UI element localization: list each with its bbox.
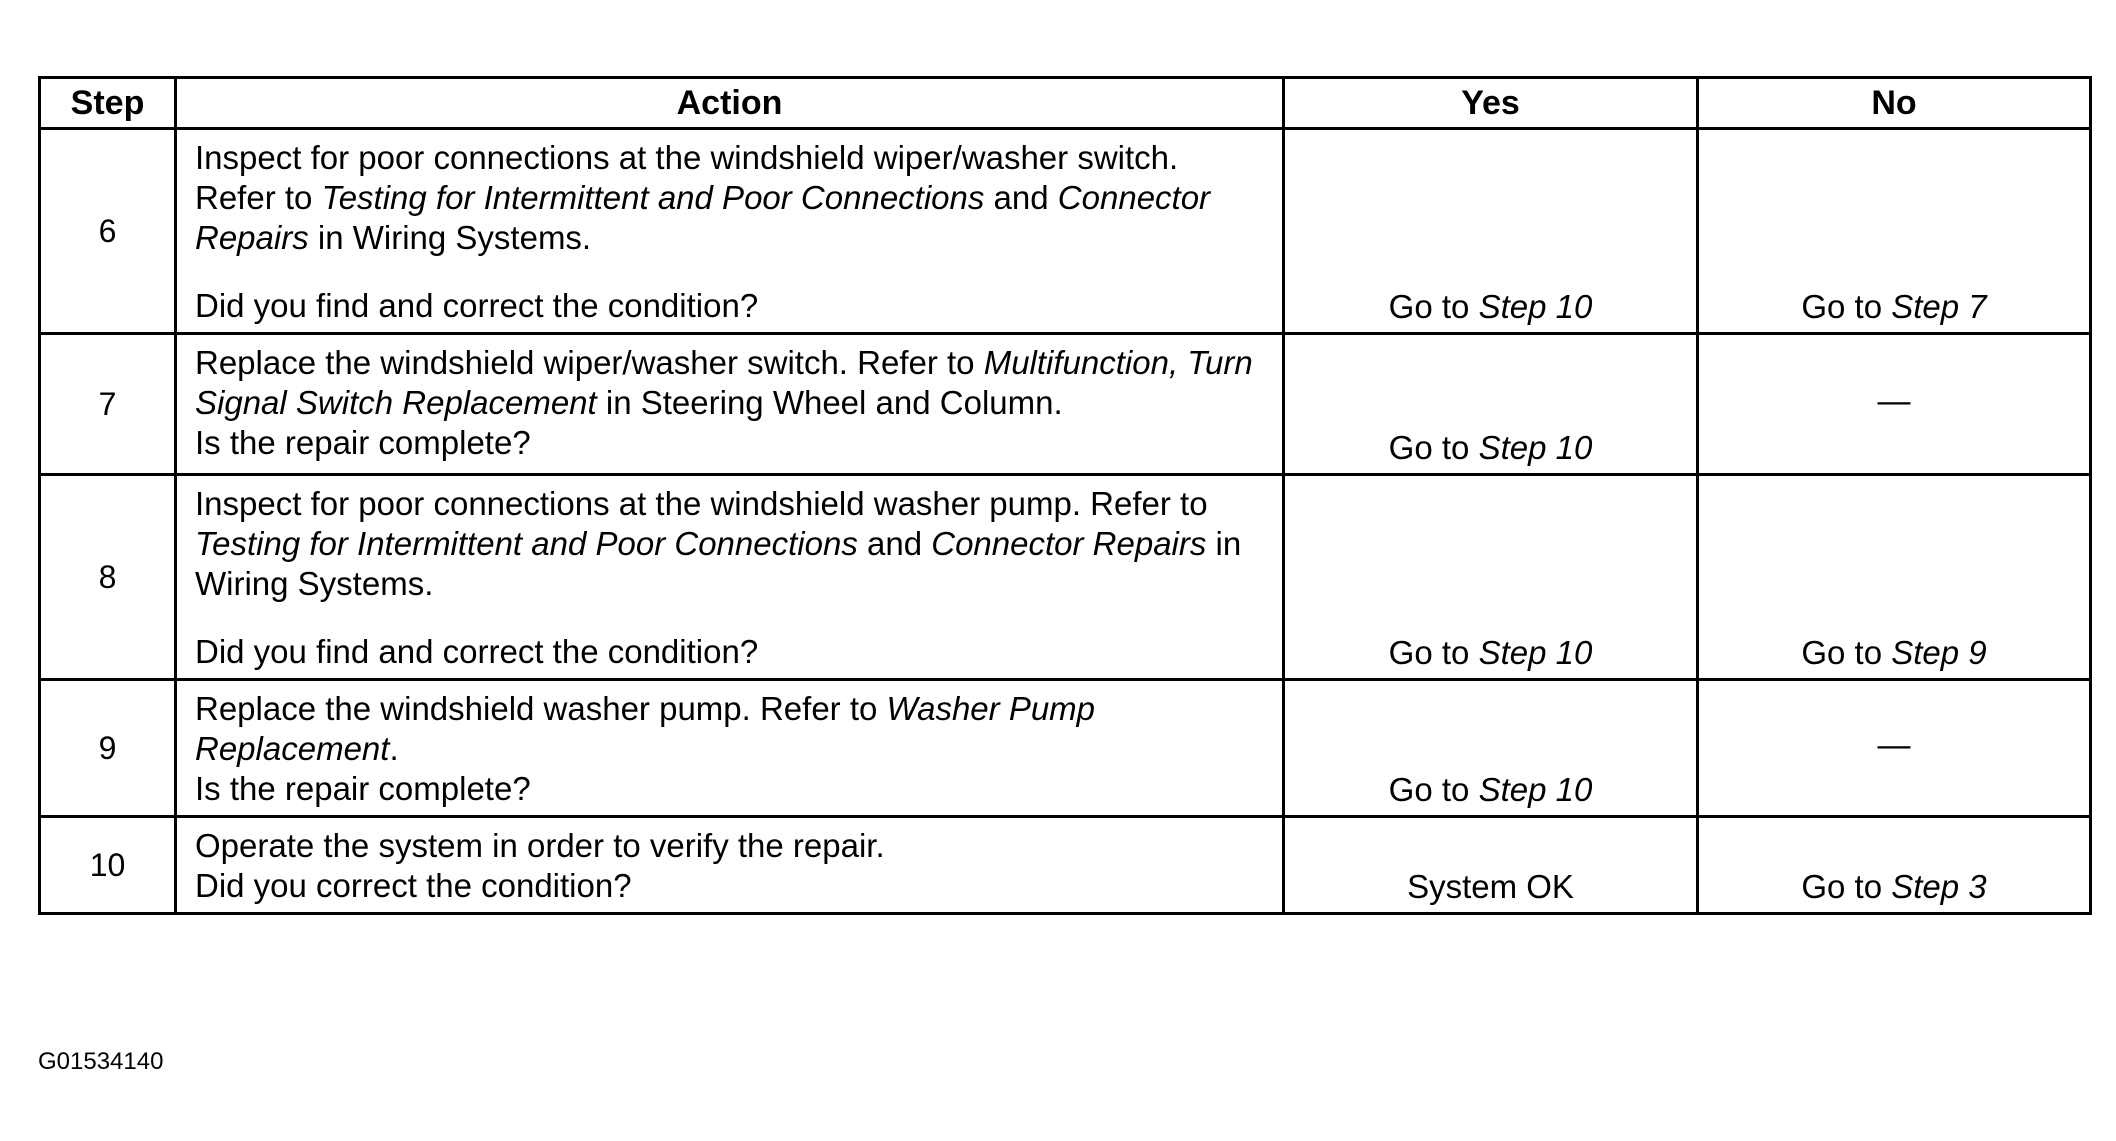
action-cell [176,334,1284,475]
action-text-segment: in Wiring Systems. [308,219,592,256]
no-cell [1698,129,2091,334]
yes-cell [1284,817,1698,914]
no-result-text: Go to [1801,868,1892,905]
step-number: 6 [40,129,176,334]
action-reference: Connector Repairs [931,525,1207,562]
header-step: Step [40,78,176,129]
action-text [195,689,1264,769]
yes-result-text: Go to [1388,288,1479,325]
no-result-text: Go to [1801,634,1892,671]
action-text-segment: and [857,525,932,562]
yes-cell [1284,680,1698,817]
no-step-reference: Step 9 [1891,634,1987,671]
table-row [40,680,2091,817]
header-yes: Yes [1284,78,1698,129]
action-question: Did you correct the condition? [195,867,632,904]
no-dash: — [1877,382,1911,419]
action-reference: Connector Repairs [195,179,1211,256]
action-reference: Washer Pump Replacement [195,690,1096,767]
action-text-segment: Inspect for poor connections at the windshield wiper/washer switch. Refer to [195,139,1179,216]
action-question: Did you find and correct the condition? [195,287,759,324]
yes-result-text: Go to [1388,771,1479,808]
no-cell [1698,817,2091,914]
action-question: Is the repair complete? [195,424,531,461]
action-text [195,343,1264,423]
action-cell [176,817,1284,914]
action-text-segment: Replace the windshield washer pump. Refer to [195,690,887,727]
table-row [40,817,2091,914]
yes-step-reference: Step 10 [1478,429,1593,466]
action-text [195,138,1264,258]
no-cell [1698,475,2091,680]
action-text [195,826,1264,866]
document-id: G01534140 [38,1048,164,1075]
step-number: 9 [40,680,176,817]
action-cell [176,680,1284,817]
no-result-text: Go to [1801,288,1892,325]
yes-step-reference: Step 10 [1478,288,1593,325]
action-reference: Testing for Intermittent and Poor Connections [195,525,858,562]
action-text-segment: in Wiring Systems. [195,525,1242,602]
diagnostic-steps-table [38,76,2092,915]
table-row [40,129,2091,334]
action-text-segment: in Steering Wheel and Column. [596,384,1063,421]
action-text-segment: Operate the system in order to verify the repair. [195,827,885,864]
yes-step-reference: Step 10 [1478,771,1593,808]
yes-result-text: System OK [1407,868,1574,905]
action-reference: Multifunction, Turn Signal Switch Replacement [195,344,1253,421]
yes-cell [1284,475,1698,680]
step-number: 7 [40,334,176,475]
action-question: Did you find and correct the condition? [195,633,759,670]
step-number: 8 [40,475,176,680]
action-reference: Testing for Intermittent and Poor Connections [321,179,985,216]
diagnostic-table-container [38,76,2089,915]
table-row [40,334,2091,475]
action-question: Is the repair complete? [195,770,531,807]
yes-cell [1284,129,1698,334]
header-action: Action [176,78,1284,129]
no-step-reference: Step 7 [1891,288,1987,325]
action-cell [176,475,1284,680]
no-step-reference: Step 3 [1891,868,1987,905]
table-row [40,475,2091,680]
action-text-segment: and [984,179,1058,216]
no-cell [1698,334,2091,475]
yes-step-reference: Step 10 [1478,634,1593,671]
action-text-segment: Inspect for poor connections at the windshield washer pump. Refer to [195,485,1208,522]
step-number: 10 [40,817,176,914]
no-cell [1698,680,2091,817]
action-text [195,484,1264,604]
action-text-segment: Replace the windshield wiper/washer switch. Refer to [195,344,984,381]
table-body [40,129,2091,914]
no-dash: — [1877,726,1911,763]
yes-cell [1284,334,1698,475]
yes-result-text: Go to [1388,634,1479,671]
action-text-segment: . [389,730,399,767]
action-cell [176,129,1284,334]
header-row [40,78,2091,129]
header-no: No [1698,78,2091,129]
yes-result-text: Go to [1388,429,1479,466]
